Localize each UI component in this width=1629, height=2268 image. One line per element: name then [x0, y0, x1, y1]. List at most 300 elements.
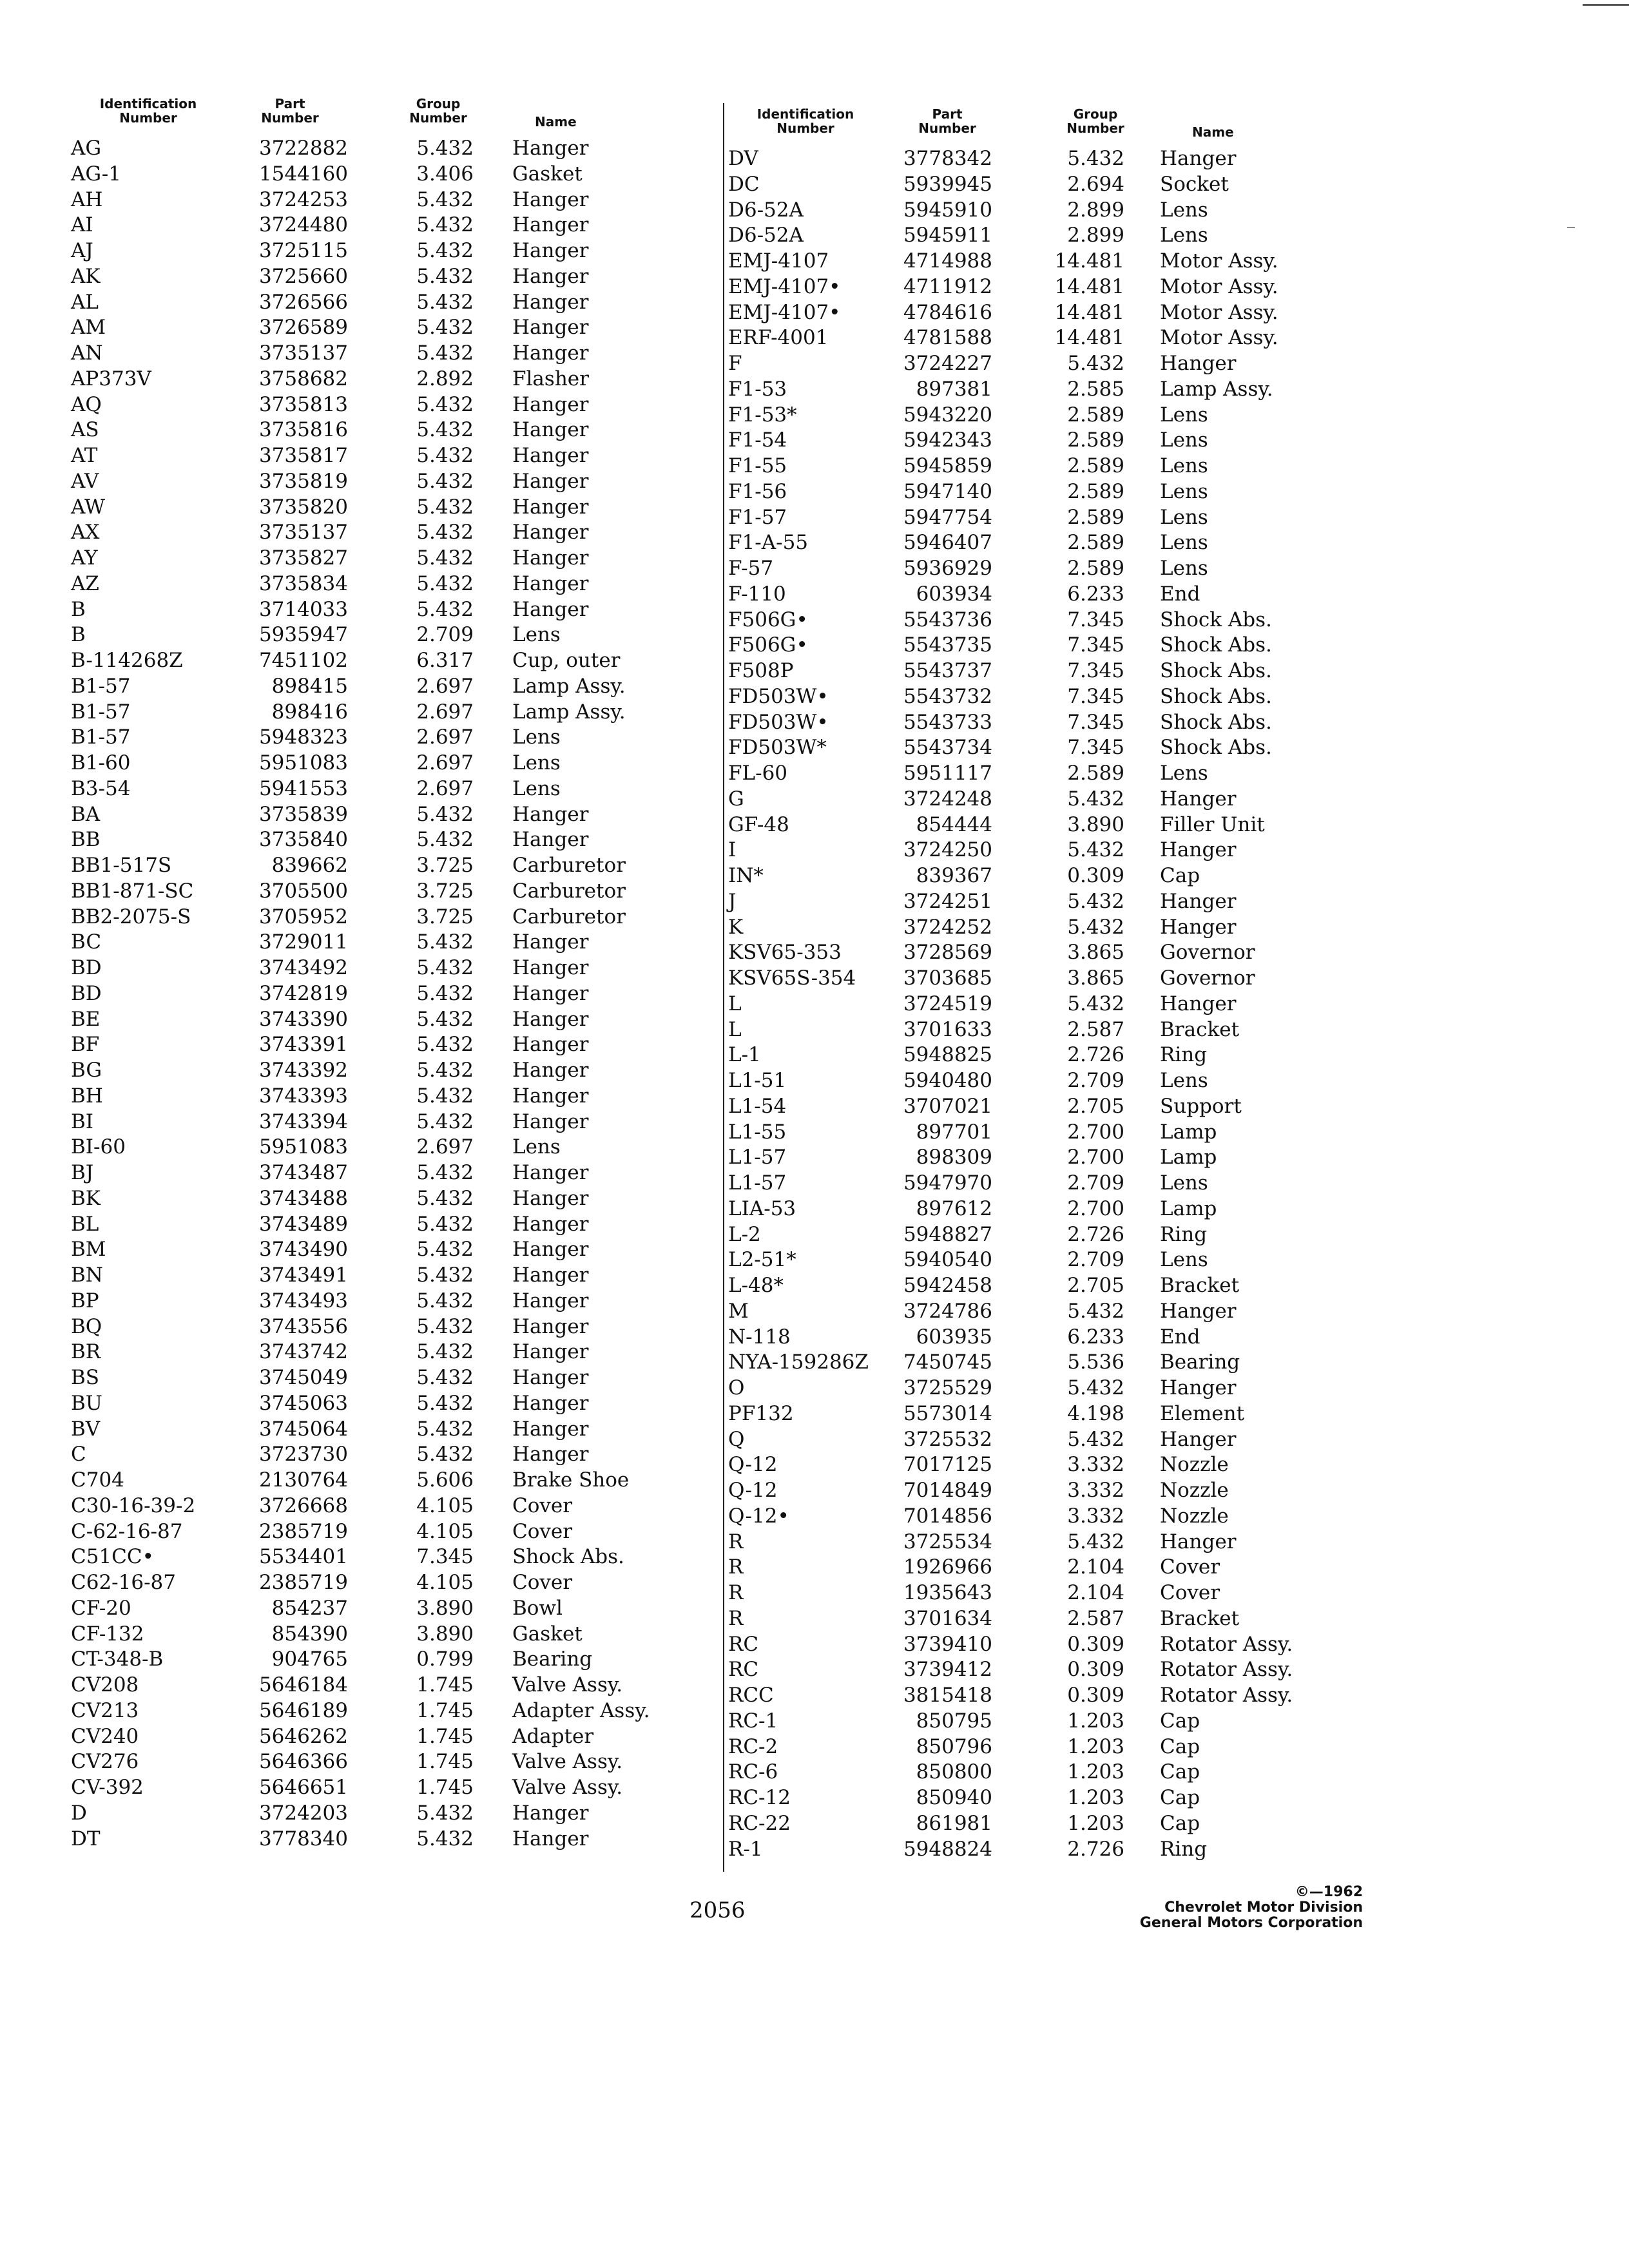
name-cell: Shock Abs. [1160, 633, 1272, 657]
group-number-cell: 5.432 [416, 213, 474, 237]
name-cell: Hanger [512, 828, 589, 852]
table-row [728, 1657, 1373, 1682]
part-number-cell: 3724252 [903, 915, 992, 939]
group-number-cell: 5.432 [1067, 1427, 1124, 1451]
identification-number-cell: EMJ-4107• [728, 300, 841, 324]
part-number-cell: 897701 [916, 1120, 992, 1144]
part-number-cell: 3701633 [903, 1017, 992, 1041]
table-row [728, 889, 1373, 914]
identification-number-cell: B3-54 [71, 776, 131, 800]
part-number-cell: 3726589 [258, 316, 348, 340]
name-cell: Lamp [1160, 1120, 1217, 1144]
part-number-cell: 7450745 [903, 1350, 992, 1374]
name-cell: Hanger [512, 1238, 589, 1262]
identification-number-cell: RC [728, 1632, 759, 1656]
part-number-cell: 1935643 [903, 1581, 992, 1604]
name-cell: Hanger [1160, 838, 1237, 862]
column-divider [723, 103, 724, 1872]
identification-number-cell: AX [71, 521, 100, 544]
part-number-cell: 898415 [271, 674, 348, 698]
page-number: 2056 [689, 1898, 746, 1923]
name-cell: End [1160, 1325, 1200, 1349]
group-number-cell: 2.709 [416, 623, 474, 647]
part-number-cell: 5948824 [903, 1837, 992, 1861]
table-row [728, 1734, 1373, 1760]
identification-number-cell: K [728, 915, 744, 939]
part-number-cell: 3735816 [258, 418, 348, 442]
identification-number-cell: L2-51* [728, 1248, 796, 1272]
name-cell: Motor Assy. [1160, 249, 1278, 273]
part-number-cell: 5948323 [258, 726, 348, 749]
part-number-cell: 7451102 [258, 649, 348, 672]
name-cell: Hanger [512, 1161, 589, 1184]
name-cell: Cover [1160, 1581, 1220, 1604]
identification-number-cell: AZ [71, 572, 99, 595]
part-number-cell: 854390 [271, 1622, 348, 1646]
group-number-cell: 5.432 [416, 572, 474, 595]
group-number-cell: 5.432 [416, 239, 474, 262]
identification-number-cell: RC-22 [728, 1811, 791, 1835]
group-number-cell: 5.432 [416, 802, 474, 826]
part-number-cell: 3739412 [903, 1658, 992, 1682]
table-row [728, 837, 1373, 863]
identification-number-cell: GF-48 [728, 812, 789, 836]
group-number-cell: 1.203 [1067, 1760, 1124, 1784]
group-number-cell: 2.589 [1067, 505, 1124, 529]
group-number-cell: 1.745 [416, 1776, 474, 1799]
name-cell: Hanger [512, 495, 589, 519]
identification-number-cell: L1-51 [728, 1069, 787, 1092]
table-row [728, 1427, 1373, 1452]
group-number-cell: 7.345 [416, 1545, 474, 1569]
name-cell: Element [1160, 1401, 1245, 1425]
table-row [71, 135, 728, 161]
group-number-cell: 5.432 [416, 546, 474, 570]
name-cell: Hanger [512, 1059, 589, 1082]
name-cell: Cap [1160, 864, 1200, 887]
part-number-cell: 3724248 [903, 787, 992, 811]
name-cell: Hanger [512, 930, 589, 954]
table-row [71, 289, 728, 315]
part-number-cell: 5936929 [903, 557, 992, 580]
name-cell: Lamp Assy. [1160, 377, 1273, 401]
part-number-cell: 3743490 [258, 1238, 348, 1262]
group-number-cell: 2.726 [1067, 1222, 1124, 1246]
name-cell: Adapter [512, 1724, 594, 1748]
name-cell: Hanger [512, 290, 589, 314]
identification-number-cell: BJ [71, 1161, 94, 1184]
table-row [728, 1349, 1373, 1375]
name-cell: Hanger [512, 264, 589, 288]
identification-number-cell: F-57 [728, 557, 774, 580]
group-number-cell: 5.432 [1067, 1530, 1124, 1553]
name-cell: Hanger [1160, 1427, 1237, 1451]
name-cell: Filler Unit [1160, 812, 1265, 836]
name-cell: Hanger [1160, 1299, 1237, 1323]
part-number-cell: 5646189 [258, 1698, 348, 1722]
identification-number-cell: C [71, 1443, 86, 1466]
part-number-cell: 5939945 [903, 172, 992, 196]
name-cell: Lens [1160, 403, 1208, 427]
table-row [71, 1621, 728, 1647]
header-group-number: Group Number [1066, 106, 1124, 136]
part-number-cell: 3722882 [258, 137, 348, 160]
part-number-cell: 5948825 [903, 1043, 992, 1067]
part-number-cell: 4784616 [903, 300, 992, 324]
table-row [728, 1170, 1373, 1196]
identification-number-cell: B [71, 597, 86, 621]
identification-number-cell: F1-57 [728, 505, 787, 529]
identification-number-cell: BQ [71, 1314, 102, 1338]
part-number-cell: 5951083 [258, 751, 348, 774]
group-number-cell: 4.105 [416, 1571, 474, 1594]
name-cell: Hanger [512, 1366, 589, 1389]
table-row [71, 1544, 728, 1570]
name-cell: Rotator Assy. [1160, 1684, 1293, 1707]
name-cell: Lens [512, 623, 561, 647]
group-number-cell: 7.345 [1067, 659, 1124, 682]
group-number-cell: 1.203 [1067, 1735, 1124, 1758]
part-number-cell: 5951117 [903, 762, 992, 785]
name-cell: Rotator Assy. [1160, 1632, 1293, 1656]
group-number-cell: 5.432 [416, 392, 474, 416]
identification-number-cell: F1-A-55 [728, 531, 809, 555]
name-cell: Hanger [1160, 992, 1237, 1015]
part-number-cell: 5947970 [903, 1171, 992, 1195]
name-cell: Ring [1160, 1222, 1208, 1246]
name-cell: Lamp [1160, 1196, 1217, 1220]
part-number-cell: 5943220 [903, 403, 992, 427]
group-number-cell: 5.432 [1067, 1376, 1124, 1399]
corporation-name: General Motors Corporation [1139, 1915, 1363, 1931]
group-number-cell: 2.700 [1067, 1120, 1124, 1144]
name-cell: Bracket [1160, 1606, 1240, 1630]
part-number-cell: 3778340 [258, 1827, 348, 1850]
name-cell: Gasket [512, 162, 583, 186]
identification-number-cell: ERF-4001 [728, 326, 829, 350]
name-cell: Ring [1160, 1837, 1208, 1861]
name-cell: Hanger [512, 392, 589, 416]
part-number-cell: 1544160 [258, 162, 348, 186]
header-identification-number: Identification Number [757, 106, 854, 136]
group-number-cell: 7.345 [1067, 684, 1124, 708]
name-cell: Hanger [512, 1007, 589, 1031]
part-number-cell: 3743488 [258, 1186, 348, 1210]
name-cell: Lens [1160, 762, 1208, 785]
group-number-cell: 3.865 [1067, 941, 1124, 965]
table-row [71, 212, 728, 238]
group-number-cell: 5.432 [1067, 147, 1124, 170]
name-cell: Lens [1160, 531, 1208, 555]
part-number-cell: 850795 [916, 1709, 992, 1733]
name-cell: Adapter Assy. [512, 1698, 650, 1722]
name-cell: Hanger [512, 1033, 589, 1057]
group-number-cell: 2.726 [1067, 1043, 1124, 1067]
group-number-cell: 4.105 [416, 1519, 474, 1543]
group-number-cell: 5.432 [416, 1366, 474, 1389]
table-row [71, 929, 728, 955]
identification-number-cell: D6-52A [728, 224, 804, 247]
name-cell: Hanger [512, 1084, 589, 1108]
table-row [71, 238, 728, 264]
identification-number-cell: L1-57 [728, 1146, 787, 1169]
part-number-cell: 5940540 [903, 1248, 992, 1272]
identification-number-cell: KSV65S-354 [728, 966, 856, 990]
part-number-cell: 897612 [916, 1196, 992, 1220]
group-number-cell: 14.481 [1054, 300, 1124, 324]
identification-number-cell: J [728, 889, 737, 913]
part-number-cell: 839662 [271, 854, 348, 877]
table-row [71, 802, 728, 827]
group-number-cell: 0.309 [1067, 864, 1124, 887]
group-number-cell: 5.432 [416, 1007, 474, 1031]
name-cell: Lens [1160, 479, 1208, 503]
group-number-cell: 5.432 [416, 137, 474, 160]
table-row [71, 852, 728, 878]
part-number-cell: 3745063 [258, 1391, 348, 1415]
name-cell: Hanger [512, 521, 589, 544]
identification-number-cell: KSV65-353 [728, 941, 842, 965]
table-row [728, 1042, 1373, 1068]
identification-number-cell: R [728, 1606, 744, 1630]
group-number-cell: 4.198 [1067, 1401, 1124, 1425]
name-cell: Valve Assy. [512, 1750, 623, 1774]
identification-number-cell: Q-12• [728, 1504, 789, 1528]
table-row [728, 1273, 1373, 1298]
table-row [728, 1298, 1373, 1324]
group-number-cell: 5.432 [416, 1059, 474, 1082]
identification-number-cell: FD503W• [728, 684, 829, 708]
name-cell: Hanger [512, 572, 589, 595]
name-cell: Hanger [512, 444, 589, 467]
name-cell: Lens [512, 726, 561, 749]
table-row [728, 376, 1373, 402]
table-row [728, 1529, 1373, 1555]
identification-number-cell: DT [71, 1827, 101, 1850]
name-cell: Lens [512, 751, 561, 774]
identification-number-cell: AT [71, 444, 98, 467]
part-number-cell: 3742819 [258, 981, 348, 1005]
group-number-cell: 2.697 [416, 674, 474, 698]
identification-number-cell: D [71, 1801, 87, 1825]
identification-number-cell: AI [71, 213, 93, 237]
part-number-cell: 5646262 [258, 1724, 348, 1748]
group-number-cell: 5.432 [416, 597, 474, 621]
identification-number-cell: R-1 [728, 1837, 763, 1861]
group-number-cell: 5.432 [416, 1238, 474, 1262]
part-number-cell: 3743394 [258, 1110, 348, 1133]
table-row [728, 530, 1373, 555]
table-row [728, 1708, 1373, 1734]
identification-number-cell: L1-55 [728, 1120, 787, 1144]
identification-number-cell: L-1 [728, 1043, 761, 1067]
identification-number-cell: RC-2 [728, 1735, 778, 1758]
group-number-cell: 2.726 [1067, 1837, 1124, 1861]
group-number-cell: 6.233 [1067, 582, 1124, 606]
identification-number-cell: F1-56 [728, 479, 787, 503]
part-number-cell: 898309 [916, 1146, 992, 1169]
part-number-cell: 3705952 [258, 905, 348, 928]
name-cell: Carburetor [512, 905, 626, 928]
name-cell: Hanger [512, 1212, 589, 1236]
group-number-cell: 2.709 [1067, 1248, 1124, 1272]
identification-number-cell: M [728, 1299, 749, 1323]
part-number-cell: 3725529 [903, 1376, 992, 1399]
group-number-cell: 14.481 [1054, 274, 1124, 298]
group-number-cell: 7.345 [1067, 710, 1124, 734]
identification-number-cell: LIA-53 [728, 1196, 796, 1220]
table-row [71, 1314, 728, 1340]
table-row [71, 1698, 728, 1724]
identification-number-cell: AK [71, 264, 101, 288]
name-cell: Hanger [512, 239, 589, 262]
table-row [71, 878, 728, 904]
group-number-cell: 5.432 [416, 187, 474, 211]
identification-number-cell: F1-54 [728, 428, 787, 452]
identification-number-cell: EMJ-4107 [728, 249, 829, 273]
name-cell: Cover [512, 1519, 573, 1543]
identification-number-cell: CV240 [71, 1724, 139, 1748]
table-row [728, 1222, 1373, 1247]
name-cell: Lens [1160, 224, 1208, 247]
part-number-cell: 5543735 [903, 633, 992, 657]
group-number-cell: 14.481 [1054, 326, 1124, 350]
group-number-cell: 2.589 [1067, 428, 1124, 452]
part-number-cell: 3778342 [903, 147, 992, 170]
table-row [728, 658, 1373, 684]
table-row [71, 724, 728, 750]
group-number-cell: 3.890 [1067, 812, 1124, 836]
group-number-cell: 5.432 [416, 956, 474, 979]
part-number-cell: 3724227 [903, 352, 992, 375]
part-number-cell: 5543732 [903, 684, 992, 708]
group-number-cell: 5.536 [1067, 1350, 1124, 1374]
part-number-cell: 3743556 [258, 1314, 348, 1338]
table-row [71, 1134, 728, 1160]
table-row [728, 607, 1373, 633]
part-number-cell: 2130764 [258, 1468, 348, 1492]
part-number-cell: 3726566 [258, 290, 348, 314]
group-number-cell: 2.585 [1067, 377, 1124, 401]
table-row [71, 673, 728, 699]
table-row [728, 991, 1373, 1017]
identification-number-cell: C30-16-39-2 [71, 1494, 196, 1517]
name-cell: Governor [1160, 941, 1255, 965]
table-row [728, 1247, 1373, 1273]
name-cell: Nozzle [1160, 1504, 1229, 1528]
identification-number-cell: BE [71, 1007, 101, 1031]
part-number-cell: 5543737 [903, 659, 992, 682]
name-cell: Cover [512, 1494, 573, 1517]
part-number-cell: 3743487 [258, 1161, 348, 1184]
table-row [728, 1503, 1373, 1529]
name-cell: Hanger [512, 418, 589, 442]
identification-number-cell: B1-60 [71, 751, 131, 774]
table-row [728, 786, 1373, 812]
table-row [71, 314, 728, 340]
group-number-cell: 5.432 [416, 1289, 474, 1312]
table-row [728, 684, 1373, 709]
table-row [728, 581, 1373, 607]
part-number-cell: 3703685 [903, 966, 992, 990]
group-number-cell: 5.432 [416, 981, 474, 1005]
identification-number-cell: RCC [728, 1684, 774, 1707]
group-number-cell: 2.589 [1067, 403, 1124, 427]
identification-number-cell: NYA-159286Z [728, 1350, 869, 1374]
left-table-body [71, 135, 728, 1851]
identification-number-cell: PF132 [728, 1401, 794, 1425]
group-number-cell: 1.745 [416, 1724, 474, 1748]
identification-number-cell: BM [71, 1238, 106, 1262]
name-cell: Hanger [1160, 147, 1237, 170]
group-number-cell: 5.432 [416, 1314, 474, 1338]
part-number-cell: 5646184 [258, 1673, 348, 1696]
table-row [728, 863, 1373, 889]
name-cell: Ring [1160, 1043, 1208, 1067]
table-row [71, 827, 728, 852]
table-row [71, 1672, 728, 1698]
table-row [71, 1749, 728, 1774]
group-number-cell: 3.332 [1067, 1504, 1124, 1528]
part-number-cell: 5947140 [903, 479, 992, 503]
identification-number-cell: BI-60 [71, 1135, 126, 1159]
part-number-cell: 5543736 [903, 608, 992, 631]
name-cell: Hanger [512, 1186, 589, 1210]
name-cell: Nozzle [1160, 1453, 1229, 1477]
name-cell: Lens [1160, 1069, 1208, 1092]
part-number-cell: 3743491 [258, 1264, 348, 1287]
group-number-cell: 3.406 [416, 162, 474, 186]
identification-number-cell: L [728, 992, 742, 1015]
table-row [728, 1068, 1373, 1093]
group-number-cell: 1.745 [416, 1698, 474, 1722]
part-number-cell: 3723730 [258, 1443, 348, 1466]
table-row [71, 1416, 728, 1442]
name-cell: Cap [1160, 1735, 1200, 1758]
group-number-cell: 5.606 [416, 1468, 474, 1492]
table-row [71, 1186, 728, 1211]
table-row [71, 776, 728, 802]
table-row [728, 1093, 1373, 1119]
part-number-cell: 5940480 [903, 1069, 992, 1092]
group-number-cell: 6.233 [1067, 1325, 1124, 1349]
part-number-cell: 3705500 [258, 879, 348, 903]
part-number-cell: 3735813 [258, 392, 348, 416]
table-row [728, 248, 1373, 274]
part-number-cell: 3729011 [258, 930, 348, 954]
group-number-cell: 5.432 [416, 1340, 474, 1364]
table-row [728, 1144, 1373, 1170]
identification-number-cell: AM [71, 316, 106, 340]
name-cell: Brake Shoe [512, 1468, 630, 1492]
name-cell: Hanger [512, 981, 589, 1005]
part-number-cell: 3743492 [258, 956, 348, 979]
group-number-cell: 1.745 [416, 1673, 474, 1696]
group-number-cell: 7.345 [1067, 736, 1124, 760]
table-row [728, 300, 1373, 325]
header-part-number: Part Number [261, 96, 319, 126]
name-cell: Hanger [512, 469, 589, 493]
part-number-cell: 5945910 [903, 198, 992, 222]
identification-number-cell: BB [71, 828, 101, 852]
name-cell: Lamp Assy. [512, 674, 626, 698]
table-row [71, 545, 728, 571]
part-number-cell: 5947754 [903, 505, 992, 529]
copyright-block [1108, 1885, 1363, 1931]
part-number-cell: 854237 [271, 1596, 348, 1620]
part-number-cell: 3745064 [258, 1417, 348, 1441]
group-number-cell: 2.705 [1067, 1094, 1124, 1118]
